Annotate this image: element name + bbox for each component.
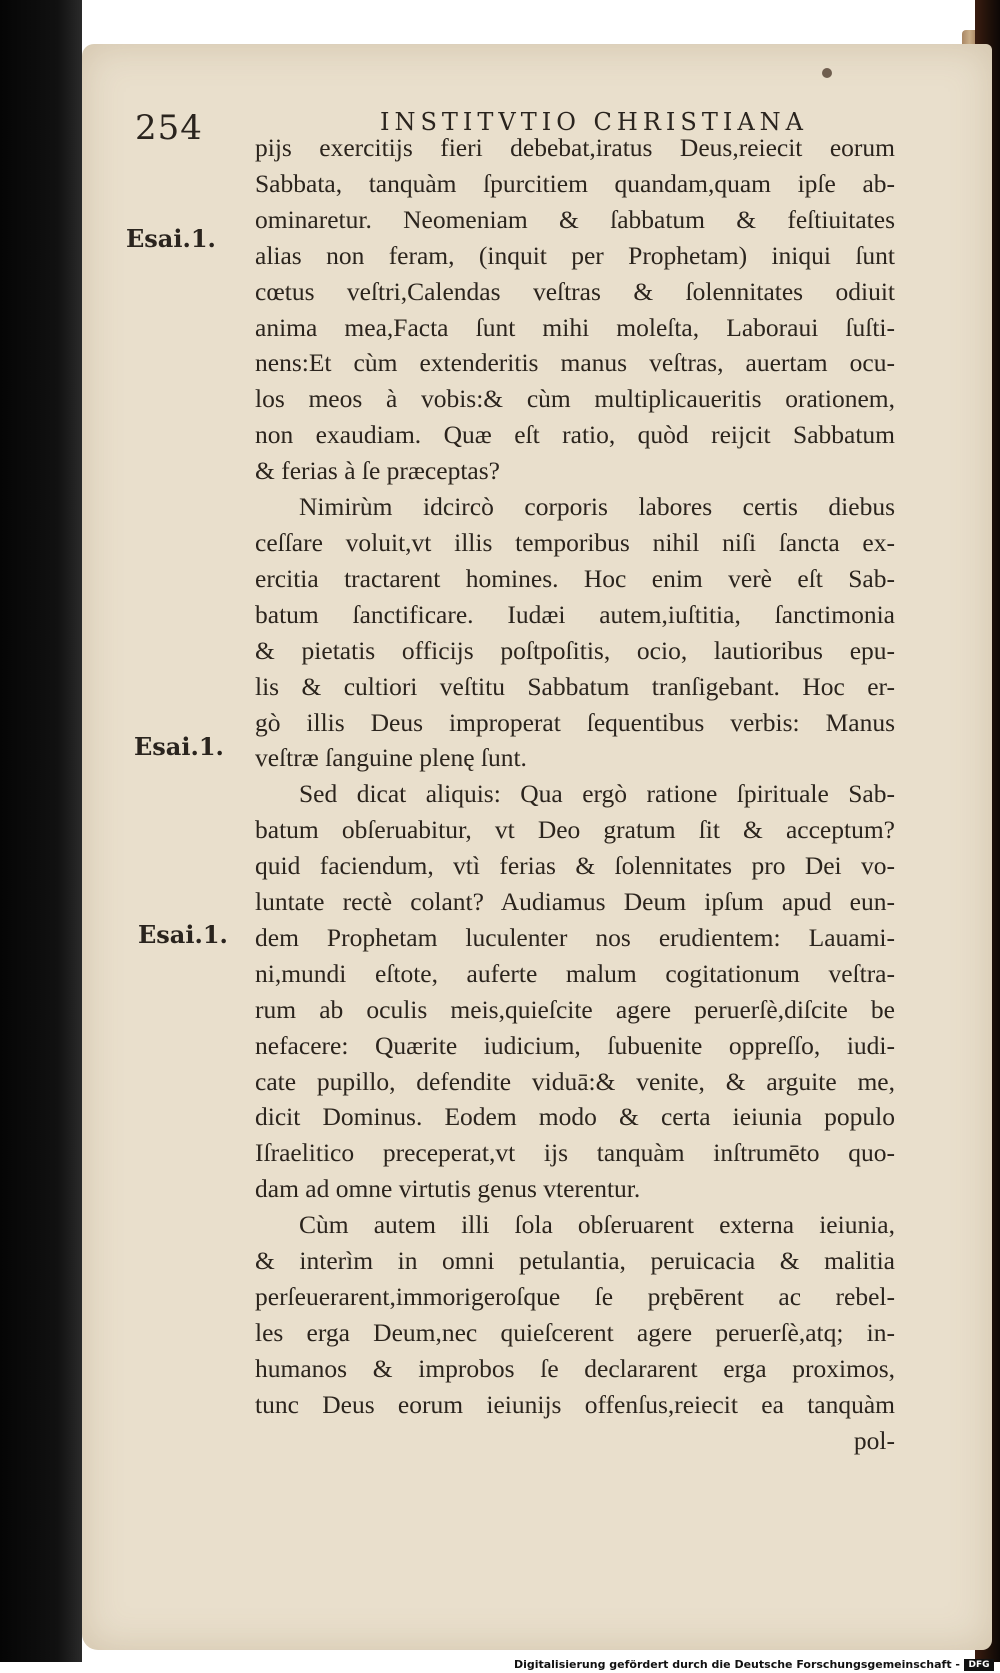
text-line: Sabbata, tanquàm ſpurcitiem quandam,quam ipſe ab- <box>255 168 895 198</box>
text-line: luntate rectè colant? Audiamus Deum ipſum apud eun- <box>255 887 895 917</box>
ink-spot <box>822 68 832 78</box>
text-line: dam ad omne virtutis genus vterentur. <box>255 1174 641 1204</box>
text-line: tunc Deus eorum ieiunijs offenſus,reiecit ea tanquàm <box>255 1389 895 1419</box>
text-line: Sed dicat aliquis: Qua ergò ratione ſpirituale Sab- <box>299 779 895 809</box>
text-line: nens:Et cùm extenderitis manus veſtras, auertam ocu- <box>255 348 895 378</box>
text-line: nefacere: Quærite iudicium, ſubuenite oppreſſo, iudi- <box>255 1030 895 1060</box>
text-line: batum obſeruabitur, vt Deo gratum ſit & acceptum? <box>255 815 895 845</box>
text-line: perſeuerarent,immorigeroſque ſe prębērent ac rebel- <box>255 1282 895 1311</box>
text-line: rum ab oculis meis,quieſcite agere peruerſè,diſcite be <box>255 994 895 1024</box>
margin-note-3: Esai.1. <box>138 920 228 949</box>
text-line: & interìm in omni petulantia, peruicacia & malitia <box>255 1246 895 1276</box>
book-binding-left <box>0 0 82 1662</box>
text-line: Iſraelitico preceperat,vt ijs tanquàm inſtrumēto quo- <box>255 1138 895 1168</box>
margin-note-2: Esai.1. <box>134 732 224 761</box>
text-line: ni,mundi eſtote, auferte malum cogitationum veſtra- <box>255 958 895 988</box>
text-line: pijs exercitijs fieri debebat,iratus Deus,reiecit eorum <box>255 133 895 162</box>
text-line: les erga Deum,nec quieſcerent agere peruerſè,atq; in- <box>255 1317 895 1347</box>
text-line: lis & cultiori veſtitu Sabbatum tranſigebant. Hoc er- <box>255 671 895 701</box>
text-line: & pietatis officijs poſtpoſitis, ocio, lautioribus epu- <box>255 635 895 665</box>
text-line: cœtus veſtri,Calendas veſtras & ſolennitates odiuit <box>255 276 895 306</box>
text-line: gò illis Deus improperat ſequentibus verbis: Manus <box>255 707 895 737</box>
body-text <box>255 130 895 1459</box>
catchword: pol- <box>853 1425 895 1455</box>
page-number: 254 <box>135 108 203 148</box>
text-line: ceſſare voluit,vt illis temporibus nihil niſi ſancta ex- <box>255 527 895 557</box>
text-line: Cùm autem illi ſola obſeruarent externa ieiunia, <box>299 1210 895 1240</box>
dfg-logo: DFG <box>964 1659 994 1671</box>
text-line: quid faciendum, vtì ferias & ſolennitates pro Dei vo- <box>255 851 895 881</box>
text-line: anima mea,Facta ſunt mihi moleſta, Laboraui ſuſti- <box>255 312 895 342</box>
funding-credit: Digitalisierung gefördert durch die Deutsche Forschungsgemeinschaft - <box>513 1658 960 1671</box>
text-line: los meos à vobis:& cùm multiplicaueritis orationem, <box>255 384 895 414</box>
text-line: dicit Dominus. Eodem modo & certa ieiunia populo <box>255 1102 895 1132</box>
text-line: cate pupillo, defendite viduā:& venite, & arguite me, <box>255 1066 895 1096</box>
text-line: veſtræ ſanguine plenę ſunt. <box>255 743 527 773</box>
text-line: dem Prophetam luculenter nos erudientem: Lauami- <box>255 922 895 952</box>
margin-note-1: Esai.1. <box>126 224 216 253</box>
text-line: Nimirùm idcircò corporis labores certis diebus <box>299 492 895 522</box>
text-line: ercitia tractarent homines. Hoc enim verè eſt Sab- <box>255 563 895 593</box>
running-head: INSTITVTIO CHRISTIANA <box>380 108 808 136</box>
text-line: non exaudiam. Quæ eſt ratio, quòd reijcit Sabbatum <box>255 420 895 450</box>
text-line: alias non feram, (inquit per Prophetam) iniqui ſunt <box>255 240 895 270</box>
text-line: humanos & improbos ſe declararent erga proximos, <box>255 1353 895 1383</box>
text-line: batum ſanctificare. Iudæi autem,iuſtitia, ſanctimonia <box>255 599 895 629</box>
text-line: & ferias à ſe præceptas? <box>255 456 500 486</box>
text-line: ominaretur. Neomeniam & ſabbatum & feſtiuitates <box>255 204 895 234</box>
